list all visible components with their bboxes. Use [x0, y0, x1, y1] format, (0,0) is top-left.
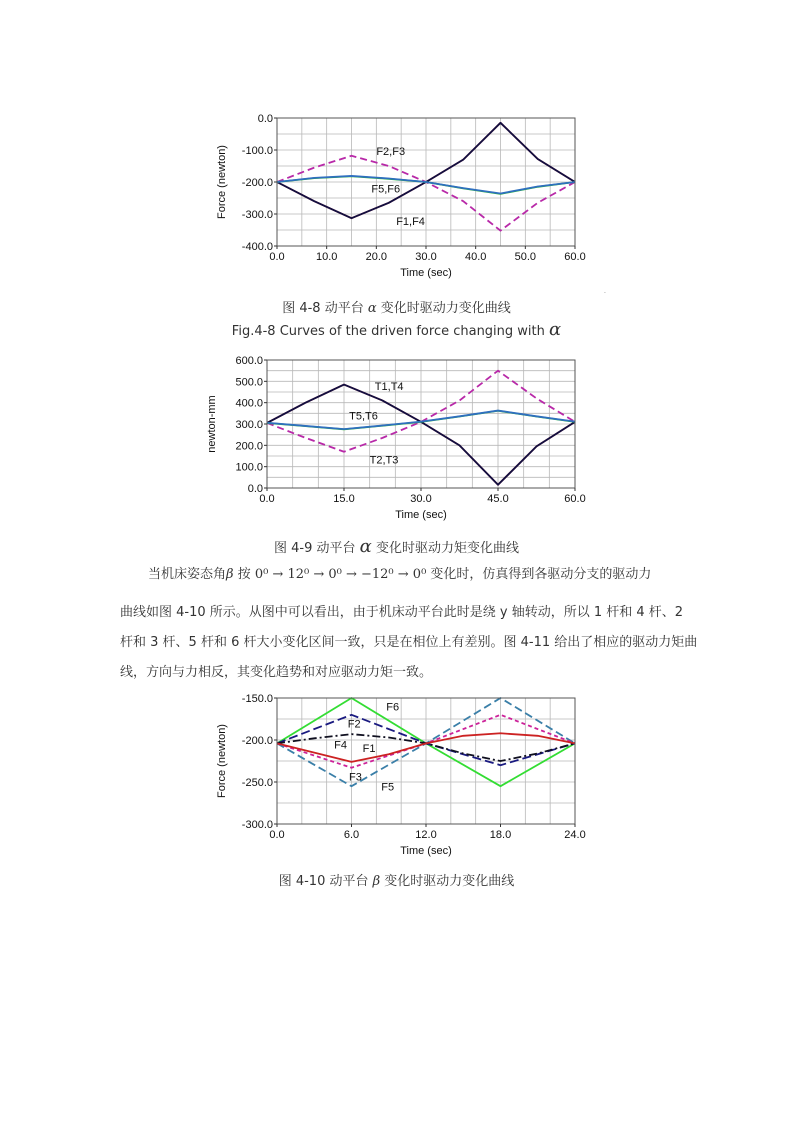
x-tick-label: 15.0: [333, 493, 355, 505]
x-tick-label: 45.0: [487, 493, 509, 505]
y-axis-label: newton-mm: [206, 395, 218, 453]
x-tick-label: 10.0: [315, 251, 338, 263]
y-tick-label: 100.0: [235, 461, 263, 474]
angle-sequence: 0⁰ → 12⁰ → 0⁰ → −12⁰ → 0⁰: [254, 567, 427, 582]
y-tick-label: -300.0: [241, 819, 273, 831]
x-tick-label: 0.0: [269, 829, 285, 841]
body-line-2: 曲线如图 4-10 所示。从图中可以看出，由于机床动平台此时是绕 y 轴转动，所以 1 杆和 4 杆、2 杆和 3 杆、5 杆和 6 杆大小变化区间一致，只是在相位上有差别。图 4-11 给出了相应的驱动力矩曲线，方向与力相反，其变化趋势和对应驱动力矩一致。: [120, 605, 698, 680]
series-annotation: F2,F3: [376, 145, 406, 158]
figure-4-8-chart: [0, 100, 793, 290]
series-annotation: T2,T3: [369, 454, 399, 467]
x-tick-label: 6.0: [343, 829, 360, 841]
x-tick-label: 50.0: [514, 251, 537, 263]
y-tick-label: 0.0: [257, 113, 273, 125]
figure-4-9-chart: [0, 342, 793, 532]
body-paragraph: [120, 560, 700, 688]
series-annotation: F2: [347, 718, 361, 731]
stray-dot: .: [604, 288, 606, 295]
y-tick-label: -250.0: [241, 777, 273, 789]
x-tick-label: 60.0: [564, 493, 586, 505]
x-tick-label: 30.0: [410, 493, 432, 505]
x-tick-label: 0.0: [269, 251, 285, 263]
y-tick-label: 300.0: [235, 419, 263, 431]
body-line-1: 当机床姿态角β 按 0⁰ → 12⁰ → 0⁰ → −12⁰ → 0⁰ 变化时，仿真得到各驱动分支的驱动力: [148, 567, 652, 582]
y-axis-label: Force (newton): [216, 145, 228, 219]
x-tick-label: 60.0: [564, 251, 586, 263]
series-annotation: F4: [334, 739, 347, 752]
y-axis-label: Force (newton): [216, 724, 228, 798]
x-tick-label: 20.0: [365, 251, 388, 263]
series-annotation: F5: [381, 781, 395, 794]
y-tick-label: 400.0: [235, 397, 263, 410]
figure-4-10-caption-cn: 图 4-10 动平台 β 变化时驱动力变化曲线: [278, 874, 515, 889]
x-axis-label: Time (sec): [400, 845, 452, 857]
y-tick-label: 600.0: [235, 355, 263, 367]
chart-force-vs-alpha: [0, 100, 793, 290]
series-annotation: F6: [386, 701, 400, 714]
y-tick-label: -100.0: [241, 145, 273, 157]
chart-force-vs-beta: [0, 680, 793, 870]
x-axis-label: Time (sec): [395, 509, 447, 521]
series-annotation: T5,T6: [349, 410, 378, 423]
y-tick-label: -200.0: [241, 177, 273, 189]
x-axis-label: Time (sec): [400, 267, 452, 279]
y-tick-label: -150.0: [241, 693, 273, 705]
y-tick-label: -400.0: [241, 241, 273, 253]
figure-4-8-caption-en: Fig.4-8 Curves of the driven force changing with α: [231, 319, 562, 340]
series-annotation: F5,F6: [371, 183, 401, 196]
x-tick-label: 0.0: [259, 493, 275, 505]
y-tick-label: -300.0: [241, 209, 273, 221]
x-tick-label: 18.0: [489, 829, 512, 841]
chart-torque-vs-alpha: [0, 342, 793, 532]
y-tick-label: -200.0: [241, 735, 273, 747]
x-tick-label: 40.0: [464, 251, 487, 263]
x-tick-label: 30.0: [415, 251, 437, 263]
series-annotation: T1,T4: [374, 380, 404, 393]
figure-4-8-caption-cn: 图 4-8 动平台 α 变化时驱动力变化曲线: [282, 301, 511, 316]
y-tick-label: 500.0: [235, 376, 263, 389]
y-tick-label: 200.0: [235, 440, 263, 453]
figure-4-10-chart: [0, 680, 793, 870]
x-tick-label: 12.0: [415, 829, 437, 841]
series-annotation: F3: [349, 771, 362, 784]
series-annotation: F1: [362, 742, 376, 755]
figure-4-9-caption-cn: 图 4-9 动平台 α 变化时驱动力矩变化曲线: [274, 536, 519, 557]
series-annotation: F1,F4: [396, 215, 425, 228]
y-tick-label: 0.0: [247, 483, 263, 495]
x-tick-label: 24.0: [564, 829, 586, 841]
